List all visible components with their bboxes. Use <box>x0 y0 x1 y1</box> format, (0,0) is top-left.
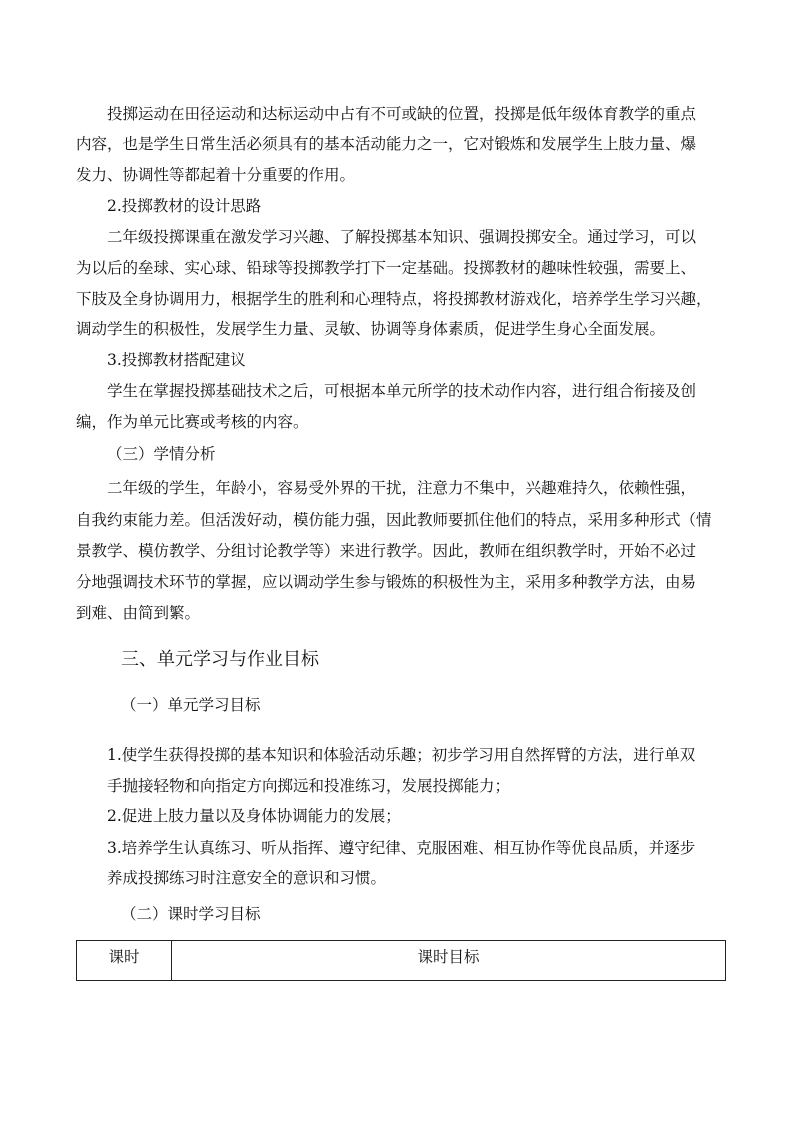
table-header-row <box>77 941 726 981</box>
goal-line: 1.使学生获得投掷的基本知识和体验活动乐趣；初步学习用自然挥臂的方法，进行单双 <box>107 746 696 764</box>
chapter-heading: 三、单元学习与作业目标 <box>121 649 319 670</box>
intro-line: 投掷运动在田径运动和达标运动中占有不可或缺的位置，投掷是低年级体育教学的重点 <box>107 105 697 123</box>
paragraph-line: 景教学、模仿教学、分组讨论教学等）来进行教学。因此，教师在组织教学时，开始不必过 <box>76 542 697 560</box>
paragraph-line: 自我约束能力差。但活泼好动，模仿能力强，因此教师要抓住他们的特点，采用多种形式（情 <box>76 511 712 529</box>
intro-line: 发力、协调性等都起着十分重要的作用。 <box>76 166 356 184</box>
paragraph-line: 二年级的学生，年龄小，容易受外界的干扰，注意力不集中，兴趣难持久，依赖性强， <box>107 479 697 497</box>
goal-line: 养成投掷练习时注意安全的意识和习惯。 <box>107 869 387 887</box>
section-title: 2.投掷教材的设计思路 <box>107 197 262 215</box>
intro-line: 内容，也是学生日常生活必须具有的基本活动能力之一，它对锻炼和发展学生上肢力量、爆 <box>76 135 697 153</box>
subsection-title: （二）课时学习目标 <box>121 905 261 923</box>
goal-line: 3.培养学生认真练习、听从指挥、遵守纪律、克服困难、相互协作等优良品质，并逐步 <box>107 839 696 857</box>
paragraph-line: 编，作为单元比赛或考核的内容。 <box>76 413 309 431</box>
paragraph-line: 调动学生的积极性，发展学生力量、灵敏、协调等身体素质，促进学生身心全面发展。 <box>76 320 666 338</box>
column-header-lesson: 课时 <box>77 941 172 981</box>
goal-line: 手抛接轻物和向指定方向掷远和投准练习，发展投掷能力； <box>107 777 511 795</box>
paragraph-line: 下肢及全身协调用力，根据学生的胜利和心理特点，将投掷教材游戏化，培养学生学习兴趣， <box>76 290 712 308</box>
lesson-goals-table <box>76 940 726 981</box>
paragraph-line: 二年级投掷课重在激发学习兴趣、了解投掷基本知识、强调投掷安全。通过学习，可以 <box>107 228 697 246</box>
paragraph-line: 为以后的垒球、实心球、铅球等投掷教学打下一定基础。投掷教材的趣味性较强，需要上、 <box>76 259 697 277</box>
subsection-title: （三）学情分析 <box>107 445 216 463</box>
section-title: 3.投掷教材搭配建议 <box>107 351 246 369</box>
column-header-goal: 课时目标 <box>172 941 726 981</box>
paragraph-line: 到难、由简到繁。 <box>76 604 201 622</box>
paragraph-line: 学生在掌握投掷基础技术之后，可根据本单元所学的技术动作内容，进行组合衔接及创 <box>107 382 697 400</box>
paragraph-line: 分地强调技术环节的掌握，应以调动学生参与锻炼的积极性为主，采用多种教学方法，由易 <box>76 573 697 591</box>
subsection-title: （一）单元学习目标 <box>121 696 261 714</box>
goal-line: 2.促进上肢力量以及身体协调能力的发展； <box>107 807 401 825</box>
